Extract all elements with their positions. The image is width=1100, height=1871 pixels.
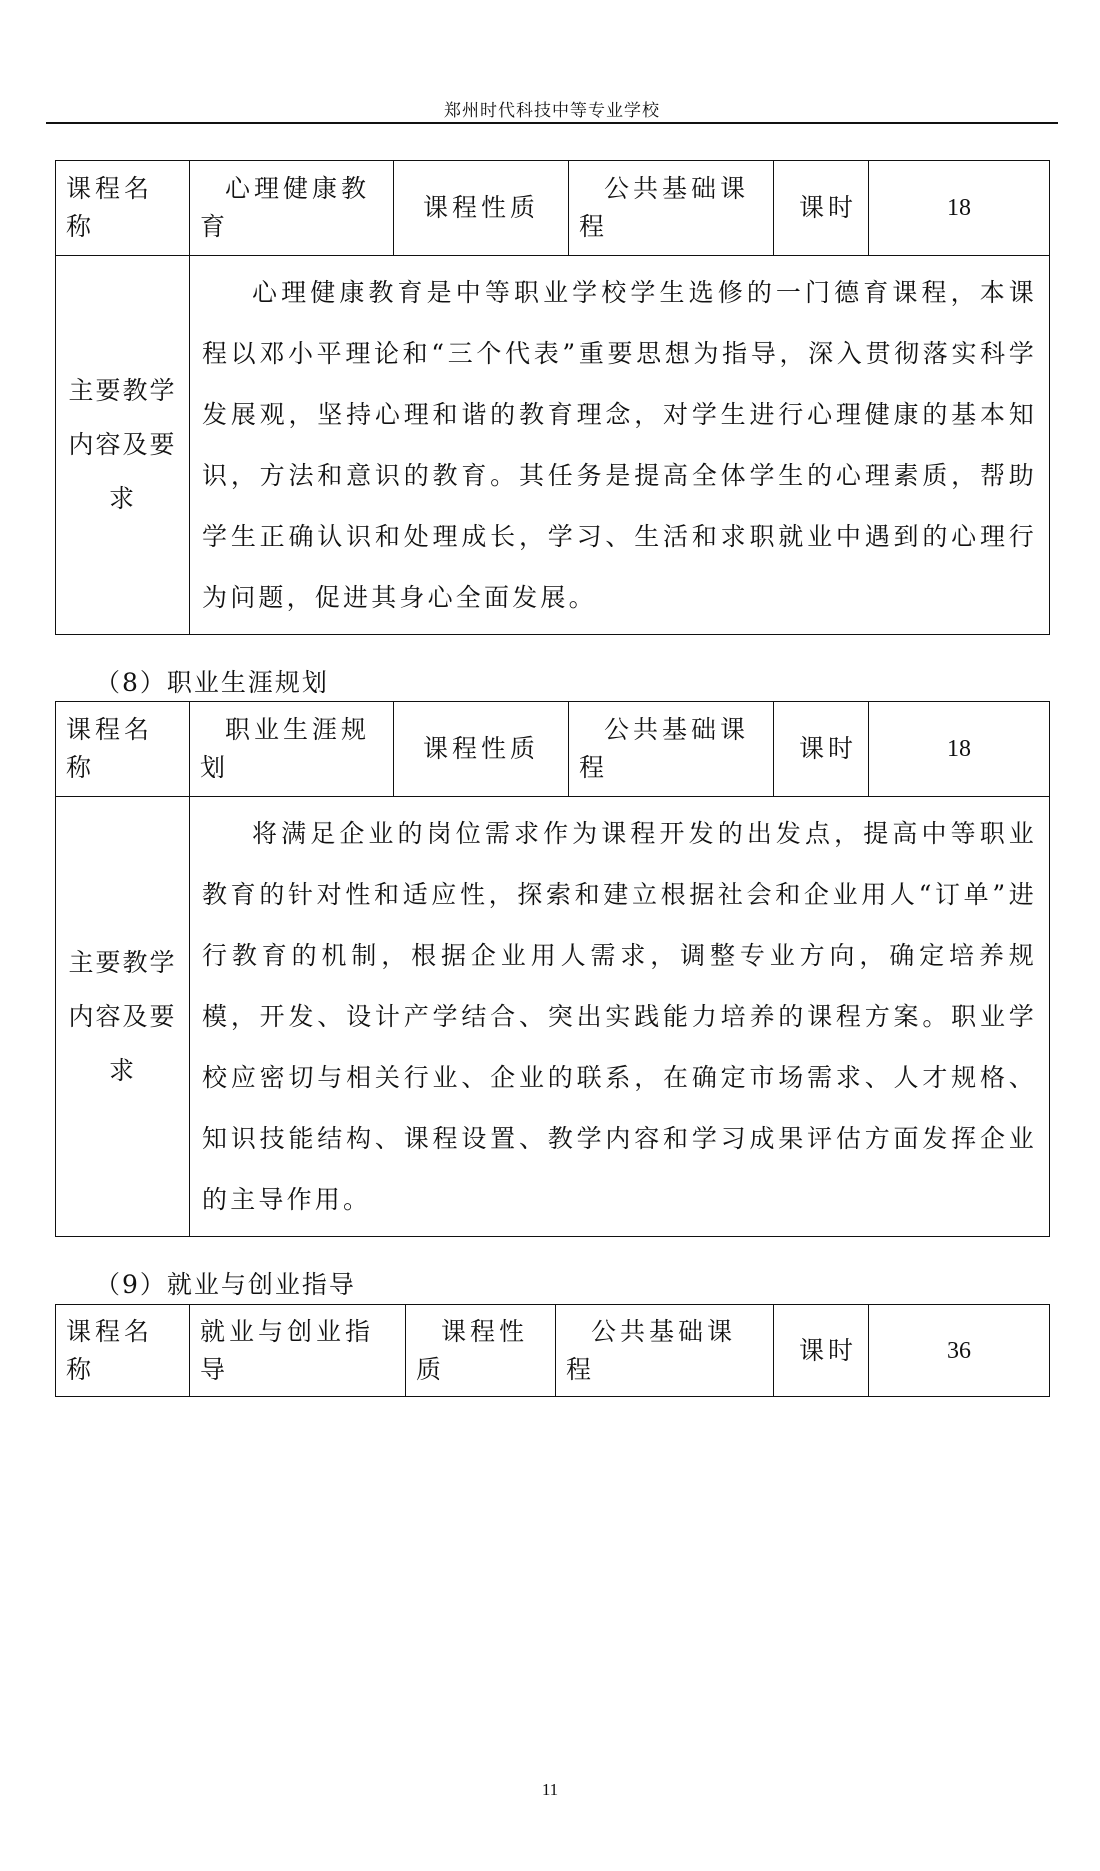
- course-hours: 36: [869, 1305, 1050, 1397]
- course-name: 职业生涯规划: [190, 702, 394, 797]
- section-title-employment: （9）就业与创业指导: [95, 1270, 356, 1299]
- course-nature: 公共基础课程: [569, 702, 774, 797]
- course-hours: 18: [869, 702, 1050, 797]
- course-name: 就业与创业指导: [190, 1305, 406, 1397]
- content-text: 将满足企业的岗位需求作为课程开发的出发点，提高中等职业教育的针对性和适应性，探索和建立根据社会和企业用人“订单”进行教育的机制，根据企业用人需求，调整专业方向，确定培养规模，开发、设计产学结合、突出实践能力培养的课程方案。职业学校应密切与相关行业、企业的联系，在确定市场需求、人才规格、知识技能结构、课程设置、教学内容和学习成果评估方面发挥企业的主导作用。: [190, 797, 1050, 1237]
- content-label: 主要教学内容及要求: [56, 256, 190, 635]
- course-nature: 公共基础课程: [556, 1305, 774, 1397]
- course-table-employment: [55, 1304, 1050, 1397]
- course-hours: 18: [869, 161, 1050, 256]
- course-hours-label: 课时: [774, 702, 869, 797]
- course-table-career: [55, 701, 1050, 1237]
- course-nature-label: 课程性质: [394, 702, 569, 797]
- course-name-label: 课程名称: [56, 702, 190, 797]
- section-title-career: （8）职业生涯规划: [95, 668, 329, 697]
- content-label: 主要教学内容及要求: [56, 797, 190, 1237]
- course-nature-label: 课程性质: [394, 161, 569, 256]
- course-name: 心理健康教育: [190, 161, 394, 256]
- course-name-label: 课程名称: [56, 161, 190, 256]
- course-nature-label: 课程性质: [406, 1305, 556, 1397]
- content-text: 心理健康教育是中等职业学校学生选修的一门德育课程，本课程以邓小平理论和“三个代表”重要思想为指导，深入贯彻落实科学发展观，坚持心理和谐的教育理念，对学生进行心理健康的基本知识，方法和意识的教育。其任务是提高全体学生的心理素质，帮助学生正确认识和处理成长，学习、生活和求职就业中遇到的心理行为问题，促进其身心全面发展。: [190, 256, 1050, 635]
- course-name-label: 课程名称: [56, 1305, 190, 1397]
- course-hours-label: 课时: [774, 1305, 869, 1397]
- header-rule: [46, 122, 1058, 124]
- course-hours-label: 课时: [774, 161, 869, 256]
- course-nature: 公共基础课程: [569, 161, 774, 256]
- course-table-psych: [55, 160, 1050, 635]
- page-number: 11: [541, 1780, 559, 1799]
- school-header: 郑州时代科技中等专业学校: [444, 101, 660, 121]
